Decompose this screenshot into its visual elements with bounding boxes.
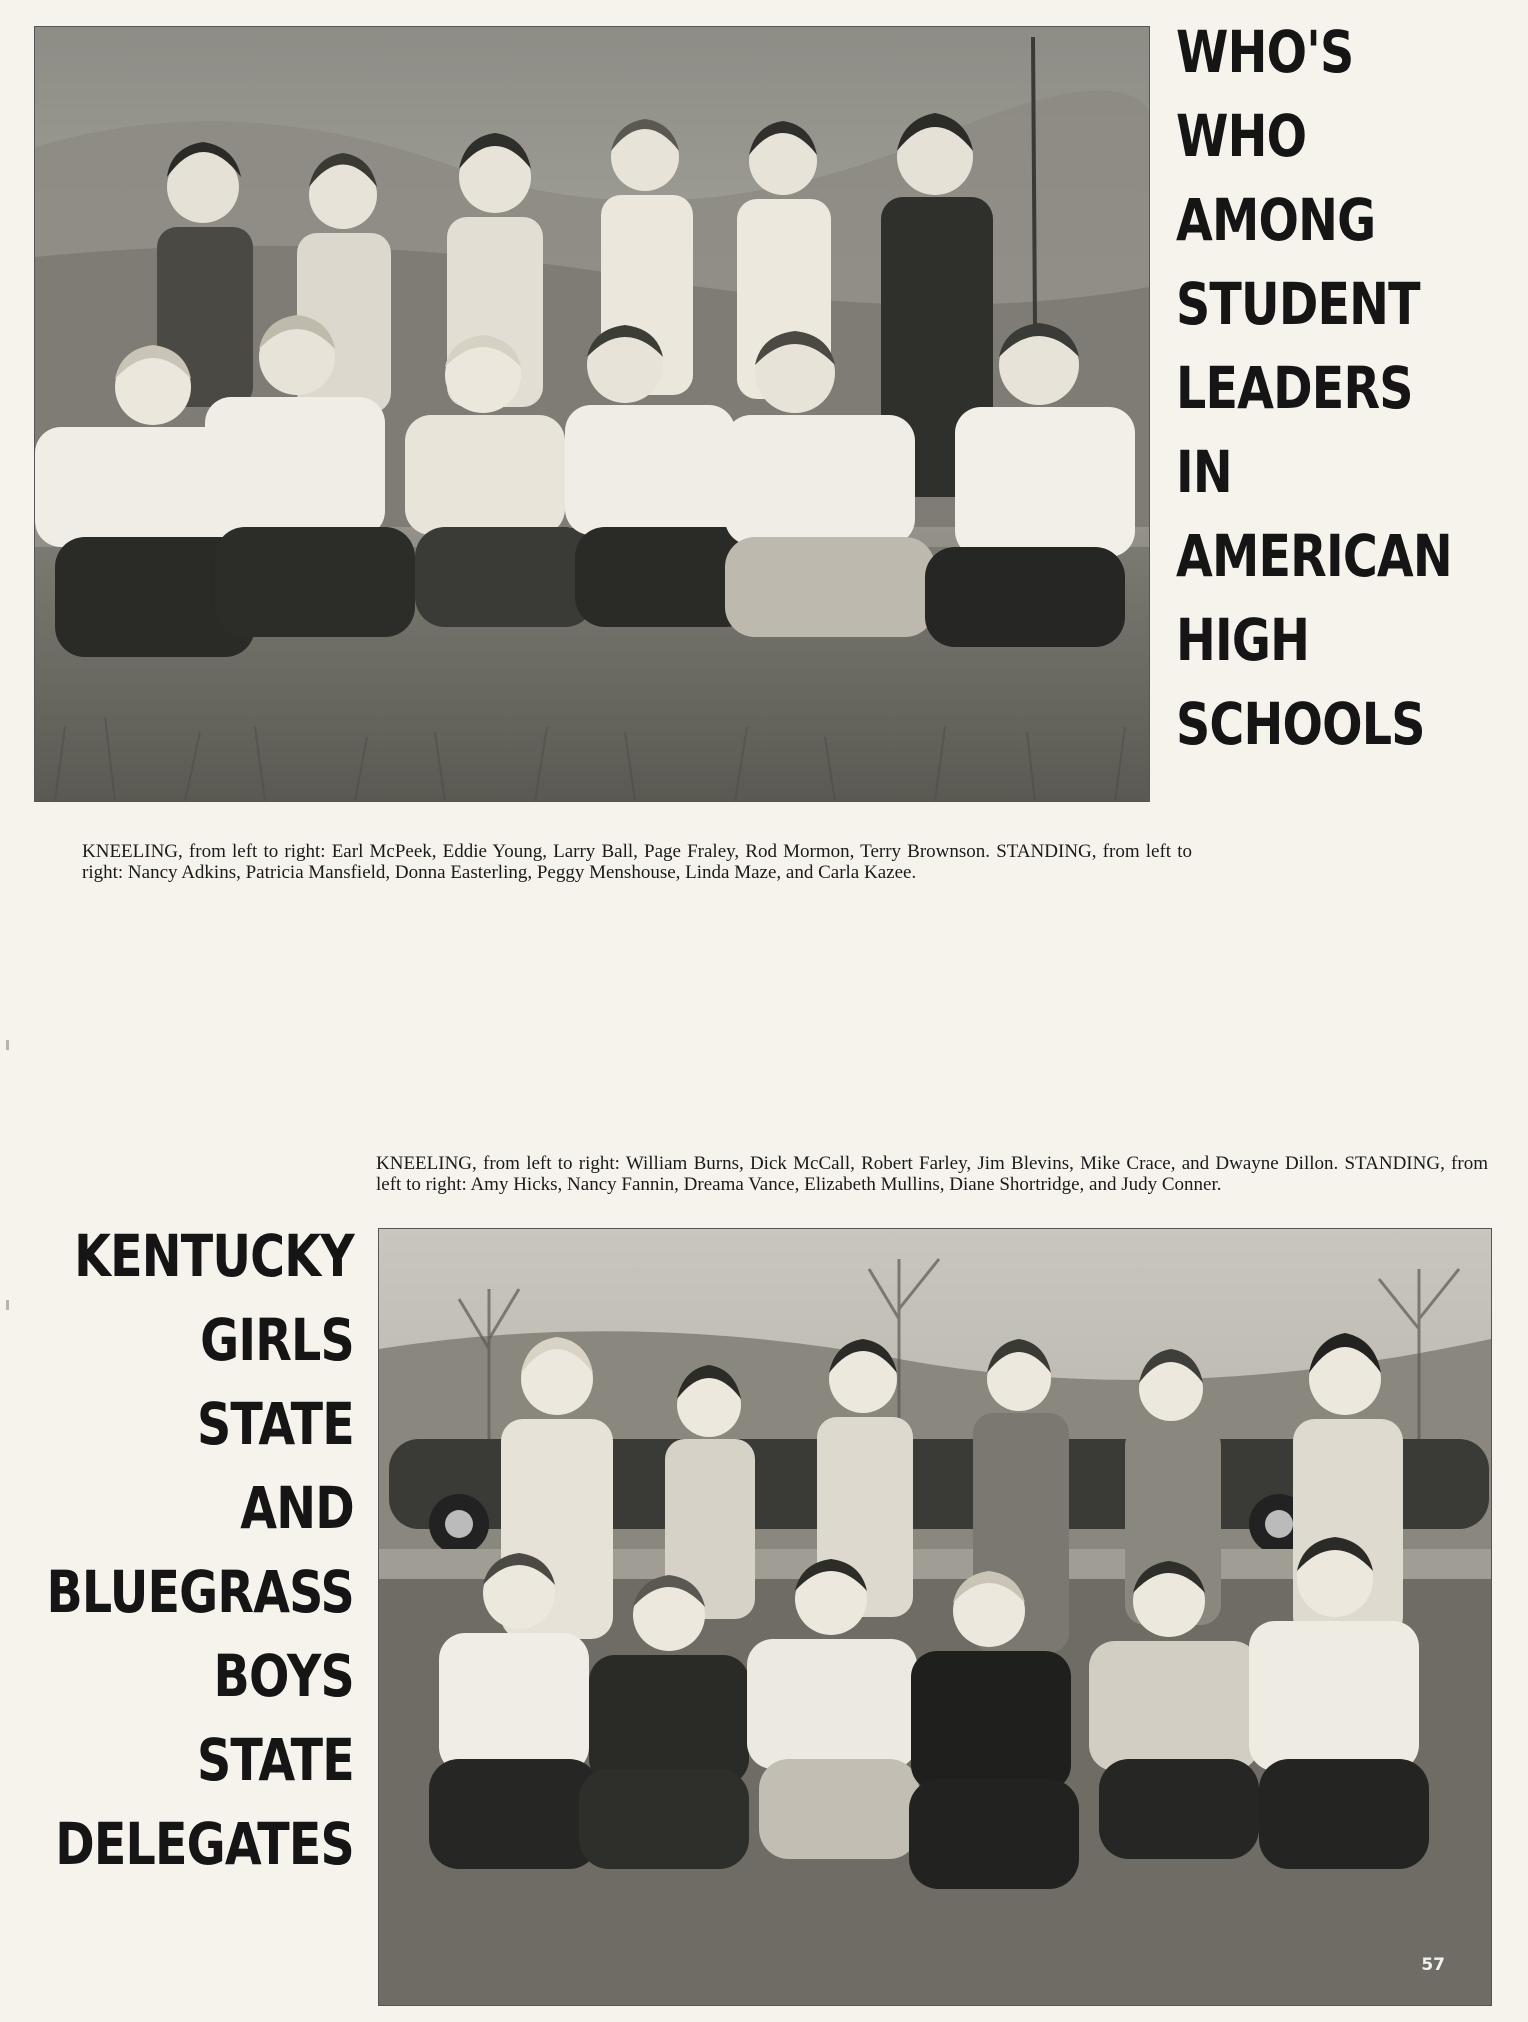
heading-state-delegates [47, 1214, 354, 1886]
margin-mark [6, 1040, 9, 1050]
heading-line: IN [1176, 438, 1232, 506]
heading-line: HIGH [1176, 606, 1310, 674]
photo-illustration [35, 27, 1149, 801]
margin-mark [6, 1300, 9, 1310]
heading-line: STATE [197, 1726, 354, 1794]
caption-student-leaders: KNEELING, from left to right: Earl McPeek, Eddie Young, Larry Ball, Page Fraley, Rod Mormon, Terry Brownson. STANDING, from left to right: Nancy Adkins, Patricia Mansfield, Donna Easterling, Peggy Menshouse, Linda Maze, and Carla Kazee. [82, 841, 1192, 883]
heading-line: AMONG [1176, 186, 1376, 254]
heading-line: AMERICAN [1176, 522, 1452, 590]
heading-line: STATE [197, 1390, 354, 1458]
heading-line: WHO [1176, 102, 1307, 170]
heading-line: SCHOOLS [1176, 690, 1425, 758]
state-delegates-photo [378, 1228, 1492, 2006]
photo-illustration [379, 1229, 1491, 2005]
heading-line: BOYS [213, 1642, 354, 1710]
heading-line: AND [240, 1474, 354, 1542]
heading-whos-who [1176, 10, 1452, 766]
page-number: 57 [1421, 1955, 1445, 1975]
student-leaders-photo [34, 26, 1150, 802]
heading-line: DELEGATES [55, 1810, 355, 1878]
heading-line: LEADERS [1176, 354, 1413, 422]
heading-line: GIRLS [200, 1306, 354, 1374]
heading-line: BLUEGRASS [46, 1558, 354, 1626]
heading-line: KENTUCKY [74, 1222, 355, 1290]
caption-state-delegates: KNEELING, from left to right: William Burns, Dick McCall, Robert Farley, Jim Blevins, Mike Crace, and Dwayne Dillon. STANDING, from left to right: Amy Hicks, Nancy Fannin, Dreama Vance, Elizabeth Mullins, Diane Shortridge, and Judy Conner. [376, 1153, 1488, 1195]
heading-line: STUDENT [1176, 270, 1420, 338]
heading-line: WHO'S [1176, 18, 1354, 86]
